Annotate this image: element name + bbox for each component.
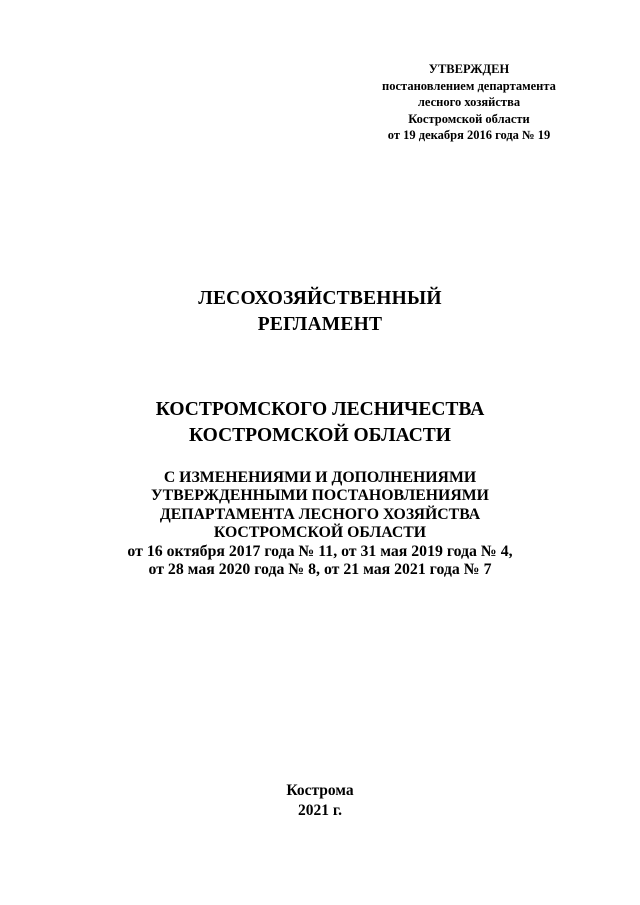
amendments-line: УТВЕРЖДЕННЫМИ ПОСТАНОВЛЕНИЯМИ bbox=[151, 487, 489, 505]
amendments-line: ДЕПАРТАМЕНТА ЛЕСНОГО ХОЗЯЙСТВА bbox=[159, 505, 481, 523]
forestry-line: КОСТРОМСКОГО ЛЕСНИЧЕСТВА bbox=[155, 399, 485, 420]
approval-line: постановлением департамента bbox=[382, 78, 556, 93]
approval-line: лесного хозяйства bbox=[417, 95, 521, 110]
amendments-dates-line: от 16 октября 2017 года № 11, от 31 мая 2019 года № 4, bbox=[127, 542, 513, 560]
document-footer bbox=[0, 781, 640, 821]
title-line: РЕГЛАМЕНТ bbox=[257, 314, 383, 335]
amendments-block bbox=[0, 469, 640, 579]
footer-year: 2021 г. bbox=[297, 802, 343, 819]
footer-city: Кострома bbox=[286, 782, 354, 799]
approval-heading: УТВЕРЖДЕН bbox=[428, 62, 510, 76]
amendments-dates-line: от 28 мая 2020 года № 8, от 21 мая 2021 года № 7 bbox=[148, 561, 492, 579]
approval-date: от 19 декабря 2016 года № 19 bbox=[387, 128, 551, 143]
approval-line: Костромской области bbox=[408, 111, 530, 126]
title-line: ЛЕСОХОЗЯЙСТВЕННЫЙ bbox=[198, 288, 442, 309]
amendments-line: КОСТРОМСКОЙ ОБЛАСТИ bbox=[213, 524, 427, 542]
amendments-line: С ИЗМЕНЕНИЯМИ И ДОПОЛНЕНИЯМИ bbox=[163, 469, 477, 486]
forestry-line: КОСТРОМСКОЙ ОБЛАСТИ bbox=[189, 425, 451, 446]
forestry-name bbox=[0, 397, 640, 449]
document-title bbox=[0, 286, 640, 338]
approval-stamp bbox=[360, 61, 578, 144]
